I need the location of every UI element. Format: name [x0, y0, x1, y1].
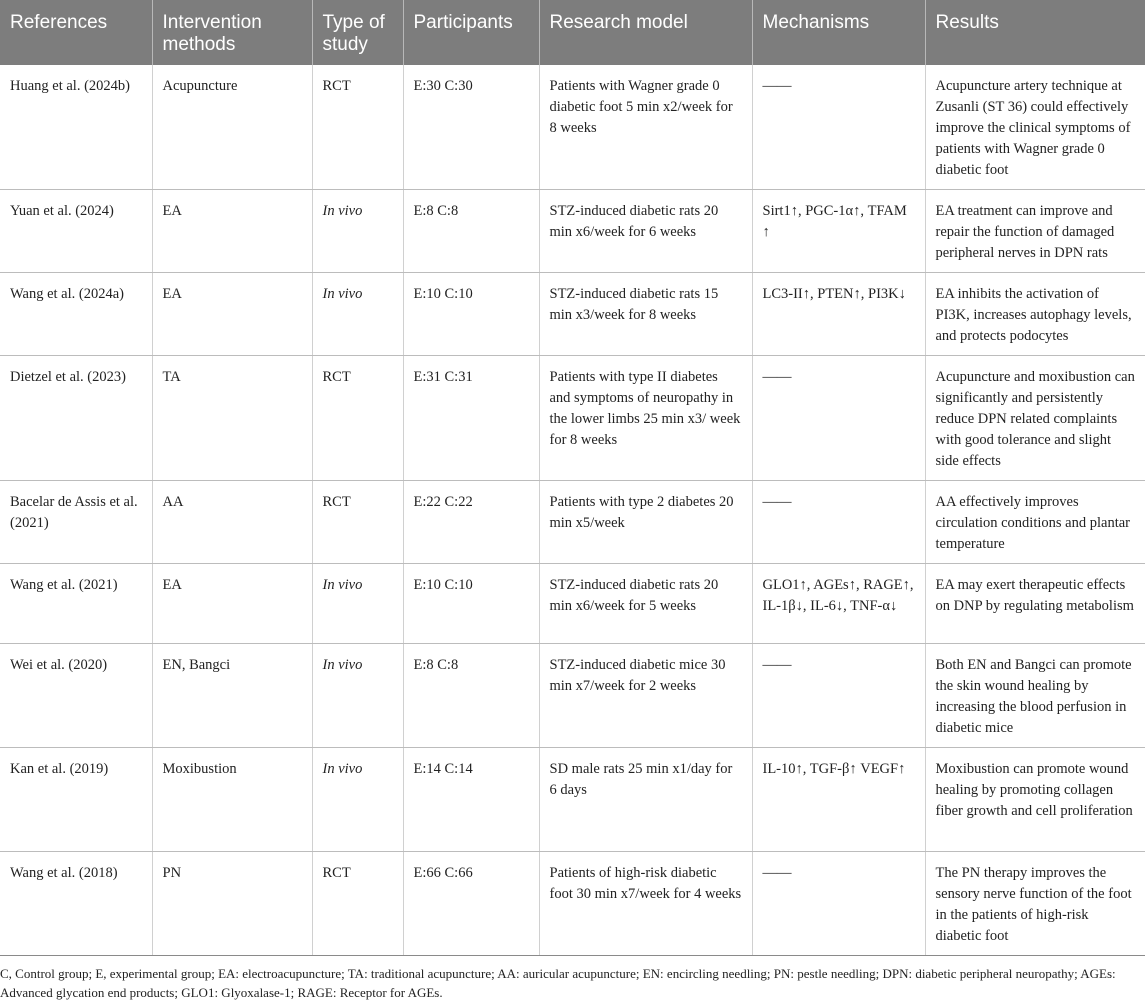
table-row [0, 564, 1145, 644]
cell-reference: Wei et al. (2020) [0, 644, 152, 748]
cell-results: The PN therapy improves the sensory nerve function of the foot in the patients of high-risk diabetic foot [925, 852, 1145, 956]
cell-results: AA effectively improves circulation conditions and plantar temperature [925, 481, 1145, 564]
cell-mechanisms: Sirt1↑, PGC-1α↑, TFAM ↑ [752, 190, 925, 273]
header-intervention-methods: Intervention methods [152, 0, 312, 65]
header-row [0, 0, 1145, 65]
cell-research-model: STZ-induced diabetic mice 30 min x7/week for 2 weeks [539, 644, 752, 748]
cell-study-type: In vivo [312, 644, 403, 748]
cell-study-type: In vivo [312, 273, 403, 356]
table-row [0, 852, 1145, 956]
cell-intervention: TA [152, 356, 312, 481]
cell-study-type: In vivo [312, 748, 403, 852]
cell-mechanisms: —— [752, 356, 925, 481]
cell-mechanisms: LC3-II↑, PTEN↑, PI3K↓ [752, 273, 925, 356]
cell-participants: E:30 C:30 [403, 65, 539, 190]
header-mechanisms: Mechanisms [752, 0, 925, 65]
cell-study-type: RCT [312, 356, 403, 481]
cell-reference: Wang et al. (2024a) [0, 273, 152, 356]
cell-intervention: EN, Bangci [152, 644, 312, 748]
cell-reference: Wang et al. (2018) [0, 852, 152, 956]
cell-mechanisms: —— [752, 481, 925, 564]
cell-intervention: AA [152, 481, 312, 564]
cell-results: EA may exert therapeutic effects on DNP by regulating metabolism [925, 564, 1145, 644]
cell-intervention: Moxibustion [152, 748, 312, 852]
table-row [0, 190, 1145, 273]
cell-reference: Dietzel et al. (2023) [0, 356, 152, 481]
cell-study-type: RCT [312, 852, 403, 956]
cell-participants: E:31 C:31 [403, 356, 539, 481]
cell-mechanisms: GLO1↑, AGEs↑, RAGE↑, IL-1β↓, IL-6↓, TNF-α↓ [752, 564, 925, 644]
table-row [0, 356, 1145, 481]
cell-intervention: EA [152, 190, 312, 273]
header-type-of-study: Type of study [312, 0, 403, 65]
cell-results: Acupuncture artery technique at Zusanli (ST 36) could effectively improve the clinical symptoms of patients with Wagner grade 0 diabetic foot [925, 65, 1145, 190]
cell-results: Moxibustion can promote wound healing by promoting collagen fiber growth and cell proliferation [925, 748, 1145, 852]
cell-reference: Kan et al. (2019) [0, 748, 152, 852]
header-research-model: Research model [539, 0, 752, 65]
table-row [0, 273, 1145, 356]
cell-participants: E:8 C:8 [403, 644, 539, 748]
header-references: References [0, 0, 152, 65]
cell-research-model: STZ-induced diabetic rats 15 min x3/week for 8 weeks [539, 273, 752, 356]
cell-research-model: Patients with Wagner grade 0 diabetic foot 5 min x2/week for 8 weeks [539, 65, 752, 190]
cell-study-type: In vivo [312, 564, 403, 644]
cell-participants: E:8 C:8 [403, 190, 539, 273]
cell-reference: Yuan et al. (2024) [0, 190, 152, 273]
cell-research-model: Patients of high-risk diabetic foot 30 min x7/week for 4 weeks [539, 852, 752, 956]
cell-results: Both EN and Bangci can promote the skin wound healing by increasing the blood perfusion in diabetic mice [925, 644, 1145, 748]
cell-participants: E:10 C:10 [403, 273, 539, 356]
cell-mechanisms: —— [752, 852, 925, 956]
cell-study-type: In vivo [312, 190, 403, 273]
cell-intervention: PN [152, 852, 312, 956]
cell-research-model: Patients with type 2 diabetes 20 min x5/week [539, 481, 752, 564]
table-row [0, 748, 1145, 852]
cell-research-model: Patients with type II diabetes and symptoms of neuropathy in the lower limbs 25 min x3/ week for 8 weeks [539, 356, 752, 481]
cell-research-model: SD male rats 25 min x1/day for 6 days [539, 748, 752, 852]
cell-research-model: STZ-induced diabetic rats 20 min x6/week for 5 weeks [539, 564, 752, 644]
cell-intervention: EA [152, 273, 312, 356]
cell-reference: Huang et al. (2024b) [0, 65, 152, 190]
cell-participants: E:66 C:66 [403, 852, 539, 956]
cell-results: EA treatment can improve and repair the function of damaged peripheral nerves in DPN rats [925, 190, 1145, 273]
header-results: Results [925, 0, 1145, 65]
cell-participants: E:22 C:22 [403, 481, 539, 564]
cell-intervention: Acupuncture [152, 65, 312, 190]
table-row [0, 481, 1145, 564]
cell-intervention: EA [152, 564, 312, 644]
cell-results: Acupuncture and moxibustion can significantly and persistently reduce DPN related complaints with good tolerance and slight side effects [925, 356, 1145, 481]
cell-reference: Bacelar de Assis et al. (2021) [0, 481, 152, 564]
cell-study-type: RCT [312, 481, 403, 564]
cell-mechanisms: IL-10↑, TGF-β↑ VEGF↑ [752, 748, 925, 852]
header-participants: Participants [403, 0, 539, 65]
cell-reference: Wang et al. (2021) [0, 564, 152, 644]
cell-participants: E:10 C:10 [403, 564, 539, 644]
cell-mechanisms: —— [752, 644, 925, 748]
cell-results: EA inhibits the activation of PI3K, increases autophagy levels, and protects podocytes [925, 273, 1145, 356]
table-row [0, 65, 1145, 190]
cell-research-model: STZ-induced diabetic rats 20 min x6/week for 6 weeks [539, 190, 752, 273]
cell-participants: E:14 C:14 [403, 748, 539, 852]
cell-mechanisms: —— [752, 65, 925, 190]
table-footnote: C, Control group; E, experimental group; EA: electroacupuncture; TA: traditional acupuncture; AA: auricular acupuncture; EN: encircling needling; PN: pestle needling; DPN: diabetic peripheral neuropathy; AGEs: Advanced glycation end products; GLO1: Glyoxalase-1; RAGE: Receptor for AGEs. [0, 966, 1116, 1000]
table-row [0, 644, 1145, 748]
cell-study-type: RCT [312, 65, 403, 190]
